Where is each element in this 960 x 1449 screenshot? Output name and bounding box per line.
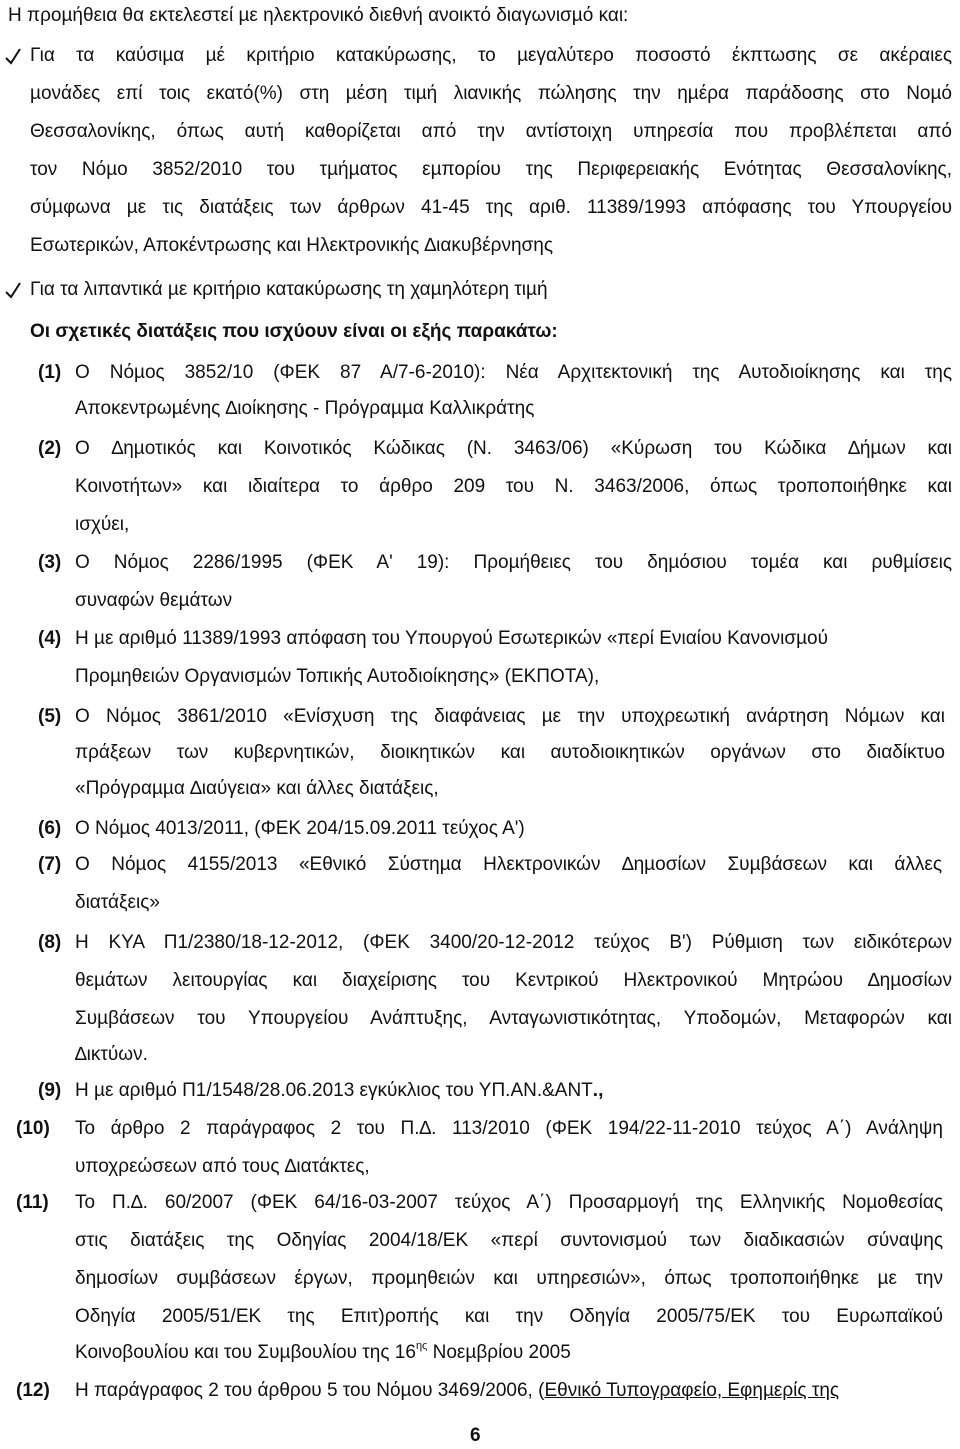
item-12-line-1 — [75, 1379, 839, 1403]
fuel-criterion-line-5: σύµφωνα µε τις διατάξεις των άρθρων 41-45 της αριθ. 11389/1993 απόφασης του Υπουργείου — [30, 197, 952, 218]
page-number: 6 — [470, 1425, 481, 1446]
item-7-line-2: διατάξεις» — [75, 892, 160, 913]
item-2-line-1: Ο ∆ηµοτικός και Κοινοτικός Κώδικας (Ν. 3463/06) «Κύρωση του Κώδικα ∆ήµων και — [75, 438, 952, 459]
item-9-bold-tail: ., — [592, 1080, 604, 1101]
item-9-text: Η µε αριθµό Π1/1548/28.06.2013 εγκύκλιος του ΥΠ.ΑΝ.&ΑΝΤ — [75, 1080, 593, 1101]
item-number: (12) — [16, 1380, 50, 1401]
item-number: (10) — [16, 1118, 50, 1139]
item-8-line-4: ∆ικτύων. — [75, 1044, 148, 1065]
lubricants-criterion-line: Για τα λιπαντικά µε κριτήριο κατακύρωσης τη χαµηλότερη τιµή — [30, 279, 548, 300]
item-10-line-2: υποχρεώσεων από τους ∆ιατάκτες, — [75, 1156, 370, 1177]
fuel-criterion-line-4: τον Νόµο 3852/2010 του τµήµατος εµπορίου της Περιφερειακής Ενότητας Θεσσαλονίκης, — [30, 159, 952, 180]
item-11-last-tail: Νοεµβρίου 2005 — [427, 1342, 571, 1363]
item-10-line-1: Το άρθρο 2 παράγραφος 2 του Π.∆. 113/2010 (ΦΕΚ 194/22-11-2010 τεύχος Α΄) Ανάληψη — [75, 1118, 943, 1139]
item-4-line-2: Προµηθειών Οργανισµών Τοπικής Αυτοδιοίκησης» (ΕΚΠΟΤΑ), — [75, 666, 600, 687]
item-number: (11) — [16, 1192, 49, 1213]
item-11-line-2: στις διατάξεις της Οδηγίας 2004/18/ΕΚ «περί συντονισµού των διαδικασιών σύναψης — [75, 1230, 943, 1251]
item-5-line-3: «Πρόγραµµα ∆ιαύγεια» και άλλες διατάξεις, — [75, 778, 439, 799]
item-3-line-1: Ο Νόµος 2286/1995 (ΦΕΚ Α' 19): Προµήθειες του δηµόσιου τοµέα και ρυθµίσεις — [75, 552, 952, 573]
item-11-line-4: Οδηγία 2005/51/ΕΚ της Επιτ)ροπής και την Οδηγία 2005/75/ΕΚ του Ευρωπαϊκού — [75, 1306, 943, 1327]
provisions-heading: Οι σχετικές διατάξεις που ισχύουν είναι οι εξής παρακάτω: — [30, 321, 558, 342]
intro-text: Η προµήθεια θα εκτελεστεί µε ηλεκτρονικό διεθνή ανοικτό διαγωνισµό και: — [8, 5, 629, 26]
item-1-line-2: Αποκεντρωµένης ∆ιοίκησης - Πρόγραµµα Καλλικράτης — [75, 398, 535, 419]
item-3-line-2: συναφών θεµάτων — [75, 590, 233, 611]
item-8-line-3: Συµβάσεων του Υπουργείου Ανάπτυξης, Ανταγωνιστικότητας, Υποδοµών, Μεταφορών και — [75, 1008, 952, 1029]
ordinal-suffix: ης — [415, 1339, 428, 1352]
item-8-line-2: θεµάτων λειτουργίας και διαχείρισης του Κεντρικού Ηλεκτρονικού Μητρώου ∆ηµοσίων — [75, 970, 952, 991]
item-5-line-1: Ο Νόµος 3861/2010 «Ενίσχυση της διαφάνειας µε την υποχρεωτική ανάρτηση Νόµων και — [75, 706, 945, 727]
item-5-line-2: πράξεων των κυβερνητικών, διοικητικών και αυτοδιοικητικών οργάνων στο διαδίκτυο — [75, 742, 945, 763]
item-number: (8) — [38, 932, 62, 953]
item-number: (4) — [38, 628, 62, 649]
item-12-text: Η παράγραφος 2 του άρθρου 5 του Νόµου 3469/2006, ( — [75, 1380, 545, 1401]
item-number: (6) — [38, 818, 62, 839]
item-4-line-1: Η µε αριθµό 11389/1993 απόφαση του Υπουργού Εσωτερικών «περί Ενιαίου Κανονισµού — [75, 628, 828, 649]
checkmark-icon — [4, 278, 22, 302]
fuel-criterion-line-2: µονάδες επί τοις εκατό(%) στη µέση τιµή λιανικής πώλησης την ηµέρα παράδοσης στο Νοµό — [30, 83, 952, 104]
item-11-line-5 — [75, 1341, 571, 1365]
item-8-line-1: Η ΚΥΑ Π1/2380/18-12-2012, (ΦΕΚ 3400/20-12-2012 τεύχος Β') Ρύθµιση των ειδικότερων — [75, 932, 952, 953]
item-6-line-1: Ο Νόµος 4013/2011, (ΦΕΚ 204/15.09.2011 τεύχος Α') — [75, 818, 525, 839]
item-number: (2) — [38, 438, 62, 459]
item-12-underlined-text: Εθνικό Τυπογραφείο, Εφηµερίς της — [544, 1380, 840, 1401]
item-number: (1) — [38, 362, 62, 383]
item-2-line-3: ισχύει, — [75, 514, 130, 535]
item-number: (9) — [38, 1080, 62, 1101]
item-2-line-2: Κοινοτήτων» και ιδιαίτερα το άρθρο 209 του Ν. 3463/2006, όπως τροποποιήθηκε και — [75, 476, 952, 497]
fuel-criterion-line-3: Θεσσαλονίκης, όπως αυτή καθορίζεται από την αντίστοιχη υπηρεσία που προβλέπεται από — [30, 121, 952, 142]
item-number: (5) — [38, 706, 62, 727]
item-11-line-1: Το Π.∆. 60/2007 (ΦΕΚ 64/16-03-2007 τεύχος Α΄) Προσαρµογή της Ελληνικής Νοµοθεσίας — [75, 1192, 943, 1213]
item-9-line-1 — [75, 1079, 603, 1103]
fuel-criterion-line-6: Εσωτερικών, Αποκέντρωσης και Ηλεκτρονικής ∆ιακυβέρνησης — [30, 235, 554, 256]
checkmark-icon — [4, 44, 22, 68]
item-11-line-3: δηµοσίων συµβάσεων έργων, προµηθειών και υπηρεσιών», όπως τροποποιήθηκε µε την — [75, 1268, 943, 1289]
item-7-line-1: Ο Νόµος 4155/2013 «Εθνικό Σύστηµα Ηλεκτρονικών ∆ηµοσίων Συµβάσεων και άλλες — [75, 854, 942, 875]
item-1-line-1: Ο Νόµος 3852/10 (ΦΕΚ 87 Α/7-6-2010): Νέα Αρχιτεκτονική της Αυτοδιοίκησης και της — [75, 362, 952, 383]
item-11-last-text: Κοινοβουλίου και του Συµβουλίου της 16 — [75, 1342, 416, 1363]
item-number: (7) — [38, 854, 62, 875]
fuel-criterion-line-1: Για τα καύσιµα µέ κριτήριο κατακύρωσης, το µεγαλύτερο ποσοστό έκπτωσης σε ακέραιες — [30, 45, 952, 66]
item-number: (3) — [38, 552, 62, 573]
